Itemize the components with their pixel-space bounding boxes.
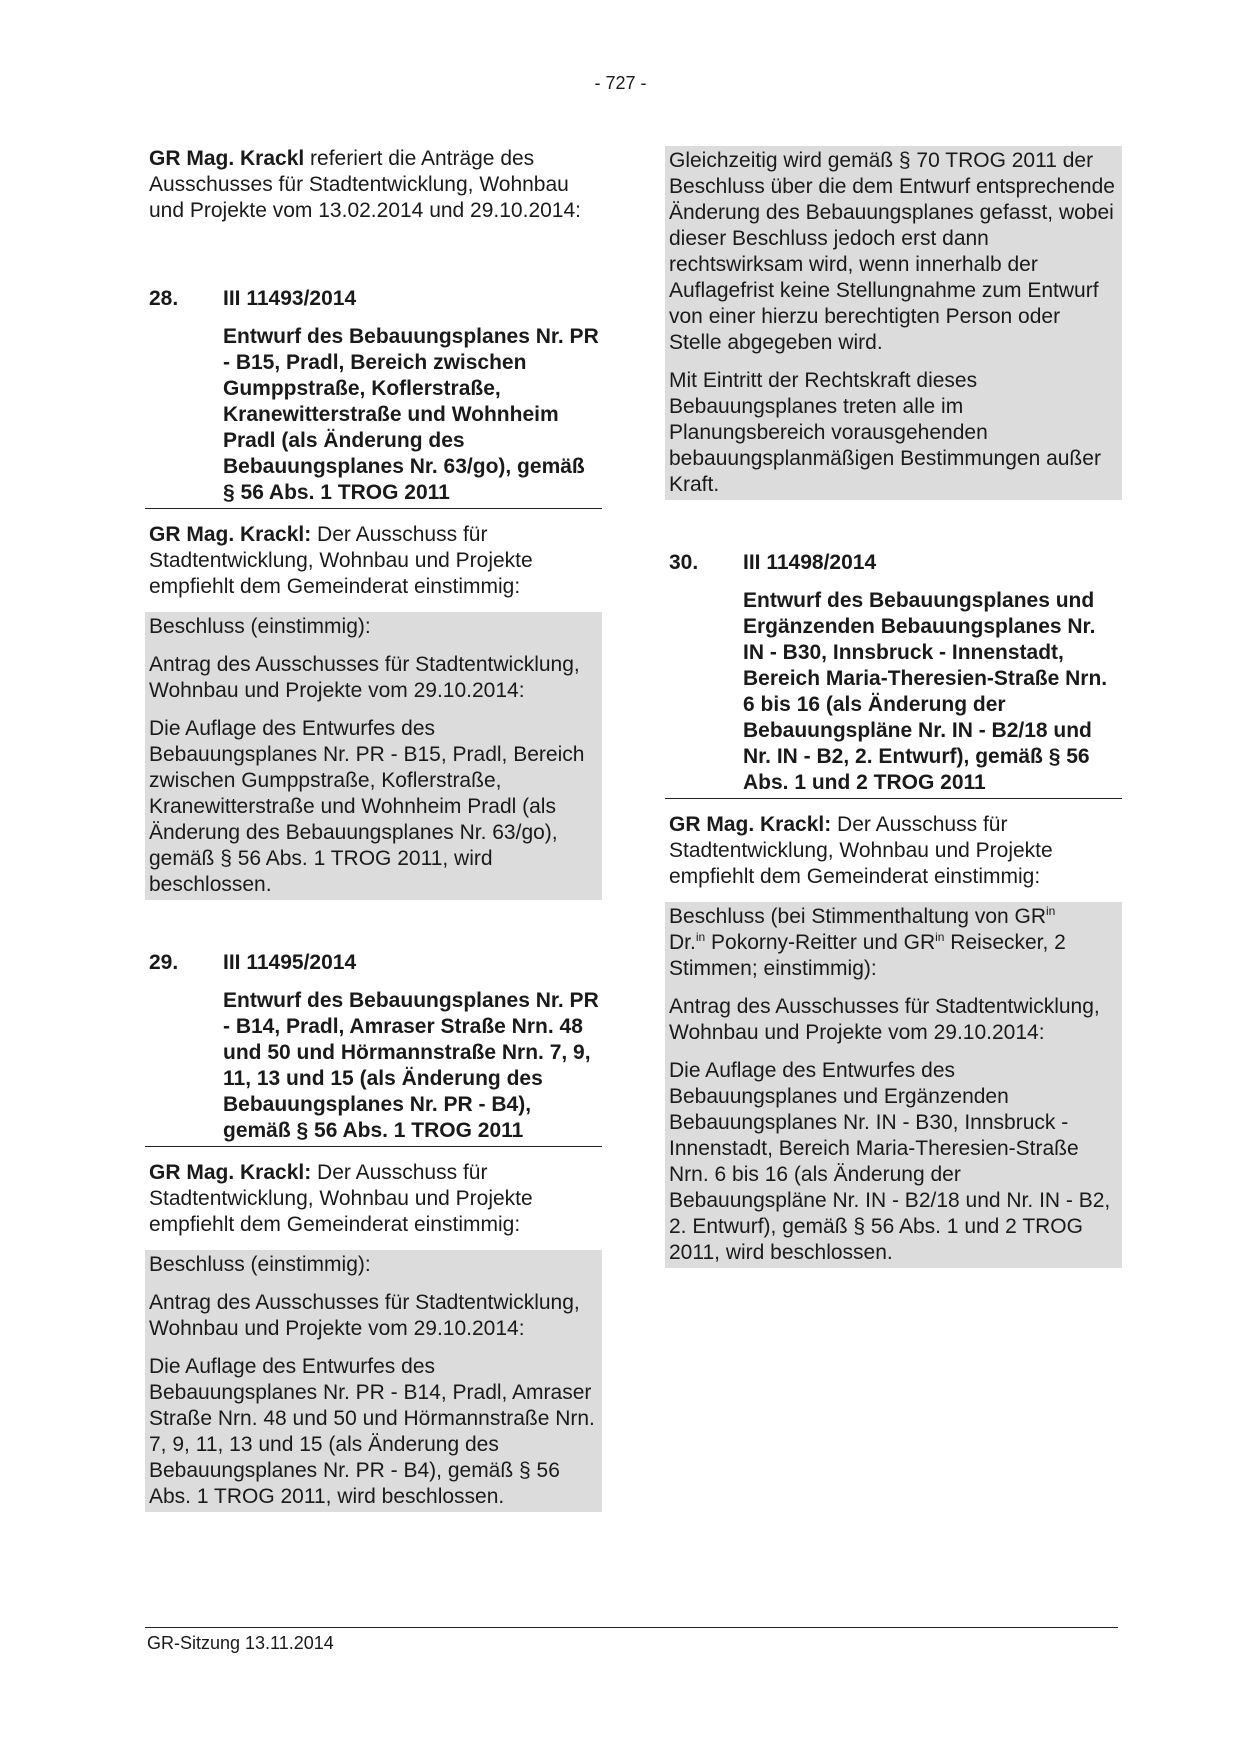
superscript-in: in: [1046, 904, 1056, 918]
item-number: 29.: [149, 951, 179, 974]
agenda-item-29: [145, 950, 602, 1512]
resolution-box: [145, 612, 602, 900]
resolution-box: [145, 1250, 602, 1512]
resolution-text-a: Beschluss (bei Stimmenthaltung von GR: [669, 905, 1047, 928]
resolution-label: [669, 904, 1118, 982]
continuation-paragraph-1: Gleichzeitig wird gemäß § 70 TROG 2011 der Beschluss über die dem Entwurf entsprechende Änderung des Bebauungsplanes gefasst, wobei dieser Beschluss jedoch erst dann rechtswirksam wird, wenn innerhalb der Auflagefrist keine Stellungnahme zum Entwurf von einer hierzu berechtigten Person oder Stelle abgegeben wird.: [669, 149, 1115, 354]
item-number: 28.: [149, 287, 179, 310]
resolution-text-b: Dr.: [669, 931, 696, 954]
superscript-in: in: [695, 930, 706, 944]
motion-text: Antrag des Ausschusses für Stadtentwicklung, Wohnbau und Projekte vom 29.10.2014:: [669, 995, 1100, 1044]
statement-text: Der Ausschuss für Stadtentwicklung, Wohnbau und Projekte empfiehlt dem Gemeinderat einstimmig:: [149, 1161, 533, 1236]
item-reference: III 11498/2014: [743, 551, 877, 574]
committee-statement: [145, 1160, 602, 1238]
resolution-text-d: Reisecker, 2 Stimmen; einstimmig):: [669, 931, 1066, 980]
motion-text: Antrag des Ausschusses für Stadtentwicklung, Wohnbau und Projekte vom 29.10.2014:: [149, 653, 580, 702]
intro-speaker: GR Mag. Krackl: [149, 147, 305, 170]
resolution-label: Beschluss (einstimmig):: [149, 1253, 371, 1276]
item-title-block: [145, 988, 602, 1147]
left-column: [145, 146, 602, 1512]
agenda-item-30: [665, 550, 1122, 1268]
item-reference: III 11493/2014: [223, 287, 357, 310]
item-title-block: [145, 324, 602, 509]
superscript-in: in: [935, 930, 945, 944]
statement-speaker: GR Mag. Krackl:: [149, 1161, 312, 1184]
statement-speaker: GR Mag. Krackl:: [149, 523, 312, 546]
motion-text: Antrag des Ausschusses für Stadtentwicklung, Wohnbau und Projekte vom 29.10.2014:: [149, 1291, 580, 1340]
item-title: Entwurf des Bebauungsplanes Nr. PR - B15, Pradl, Bereich zwischen Gumppstraße, Koflerstraße, Kranewitterstraße und Wohnheim Pradl (als Änderung des Bebauungsplanes Nr. 63/go), gemäß § 56 Abs. 1 TROG 2011: [223, 325, 599, 504]
agenda-item-28: [145, 286, 602, 900]
resolution-text-c: Pokorny-Reitter und GR: [705, 931, 936, 954]
page-number: - 727 -: [594, 73, 647, 93]
item-reference: III 11495/2014: [223, 951, 357, 974]
right-column: [665, 146, 1122, 1268]
decision-text: Die Auflage des Entwurfes des Bebauungsplanes Nr. PR - B15, Pradl, Bereich zwischen Gumppstraße, Koflerstraße, Kranewitterstraße und Wohnheim Pradl (als Änderung des Bebauungsplanes Nr. 63/go), gemäß § 56 Abs. 1 TROG 2011, wird beschlossen.: [149, 717, 585, 896]
item-title: Entwurf des Bebauungsplanes Nr. PR - B14, Pradl, Amraser Straße Nrn. 48 und 50 und Hörmannstraße Nrn. 7, 9, 11, 13 und 15 (als Änderung des Bebauungsplanes Nr. PR - B4), gemäß § 56 Abs. 1 TROG 2011: [223, 989, 599, 1142]
resolution-box: [665, 902, 1122, 1268]
intro-text: referiert die Anträge des Ausschusses für Stadtentwicklung, Wohnbau und Projekte vom 13.02.2014 und 29.10.2014:: [149, 147, 581, 222]
item-title-block: [665, 588, 1122, 799]
item-header: [145, 950, 602, 976]
statement-text: Der Ausschuss für Stadtentwicklung, Wohnbau und Projekte empfiehlt dem Gemeinderat einstimmig:: [149, 523, 533, 598]
decision-text: Die Auflage des Entwurfes des Bebauungsplanes Nr. PR - B14, Pradl, Amraser Straße Nrn. 48 und 50 und Hörmannstraße Nrn. 7, 9, 11, 13 und 15 (als Änderung des Bebauungsplanes Nr. PR - B4), gemäß § 56 Abs. 1 TROG 2011, wird beschlossen.: [149, 1355, 595, 1508]
footer-text: GR-Sitzung 13.11.2014: [147, 1633, 334, 1653]
continuation-box: [665, 146, 1122, 500]
intro-paragraph: [145, 146, 602, 224]
item-header: [145, 286, 602, 312]
decision-text: Die Auflage des Entwurfes des Bebauungsplanes und Ergänzenden Bebauungsplanes Nr. IN - B30, Innsbruck - Innenstadt, Bereich Maria-Theresien-Straße Nrn. 6 bis 16 (als Änderung der Bebauungspläne Nr. IN - B2/18 und Nr. IN - B2, 2. Entwurf), gemäß § 56 Abs. 1 und 2 TROG 2011, wird beschlossen.: [669, 1059, 1111, 1264]
resolution-label: Beschluss (einstimmig):: [149, 615, 371, 638]
statement-text: Der Ausschuss für Stadtentwicklung, Wohnbau und Projekte empfiehlt dem Gemeinderat einstimmig:: [669, 813, 1053, 888]
continuation-paragraph-2: Mit Eintritt der Rechtskraft dieses Bebauungsplanes treten alle im Planungsbereich vorausgehenden bebauungsplanmäßigen Bestimmungen außer Kraft.: [669, 369, 1101, 496]
item-header: [665, 550, 1122, 576]
item-title: Entwurf des Bebauungsplanes und Ergänzenden Bebauungsplanes Nr. IN - B30, Innsbruck - Innenstadt, Bereich Maria-Theresien-Straße Nrn. 6 bis 16 (als Änderung der Bebauungspläne Nr. IN - B2/18 und Nr. IN - B2, 2. Entwurf), gemäß § 56 Abs. 1 und 2 TROG 2011: [743, 589, 1108, 794]
committee-statement: [665, 812, 1122, 890]
statement-speaker: GR Mag. Krackl:: [669, 813, 832, 836]
item-number: 30.: [669, 551, 699, 574]
footer-divider: [145, 1627, 1118, 1628]
committee-statement: [145, 522, 602, 600]
